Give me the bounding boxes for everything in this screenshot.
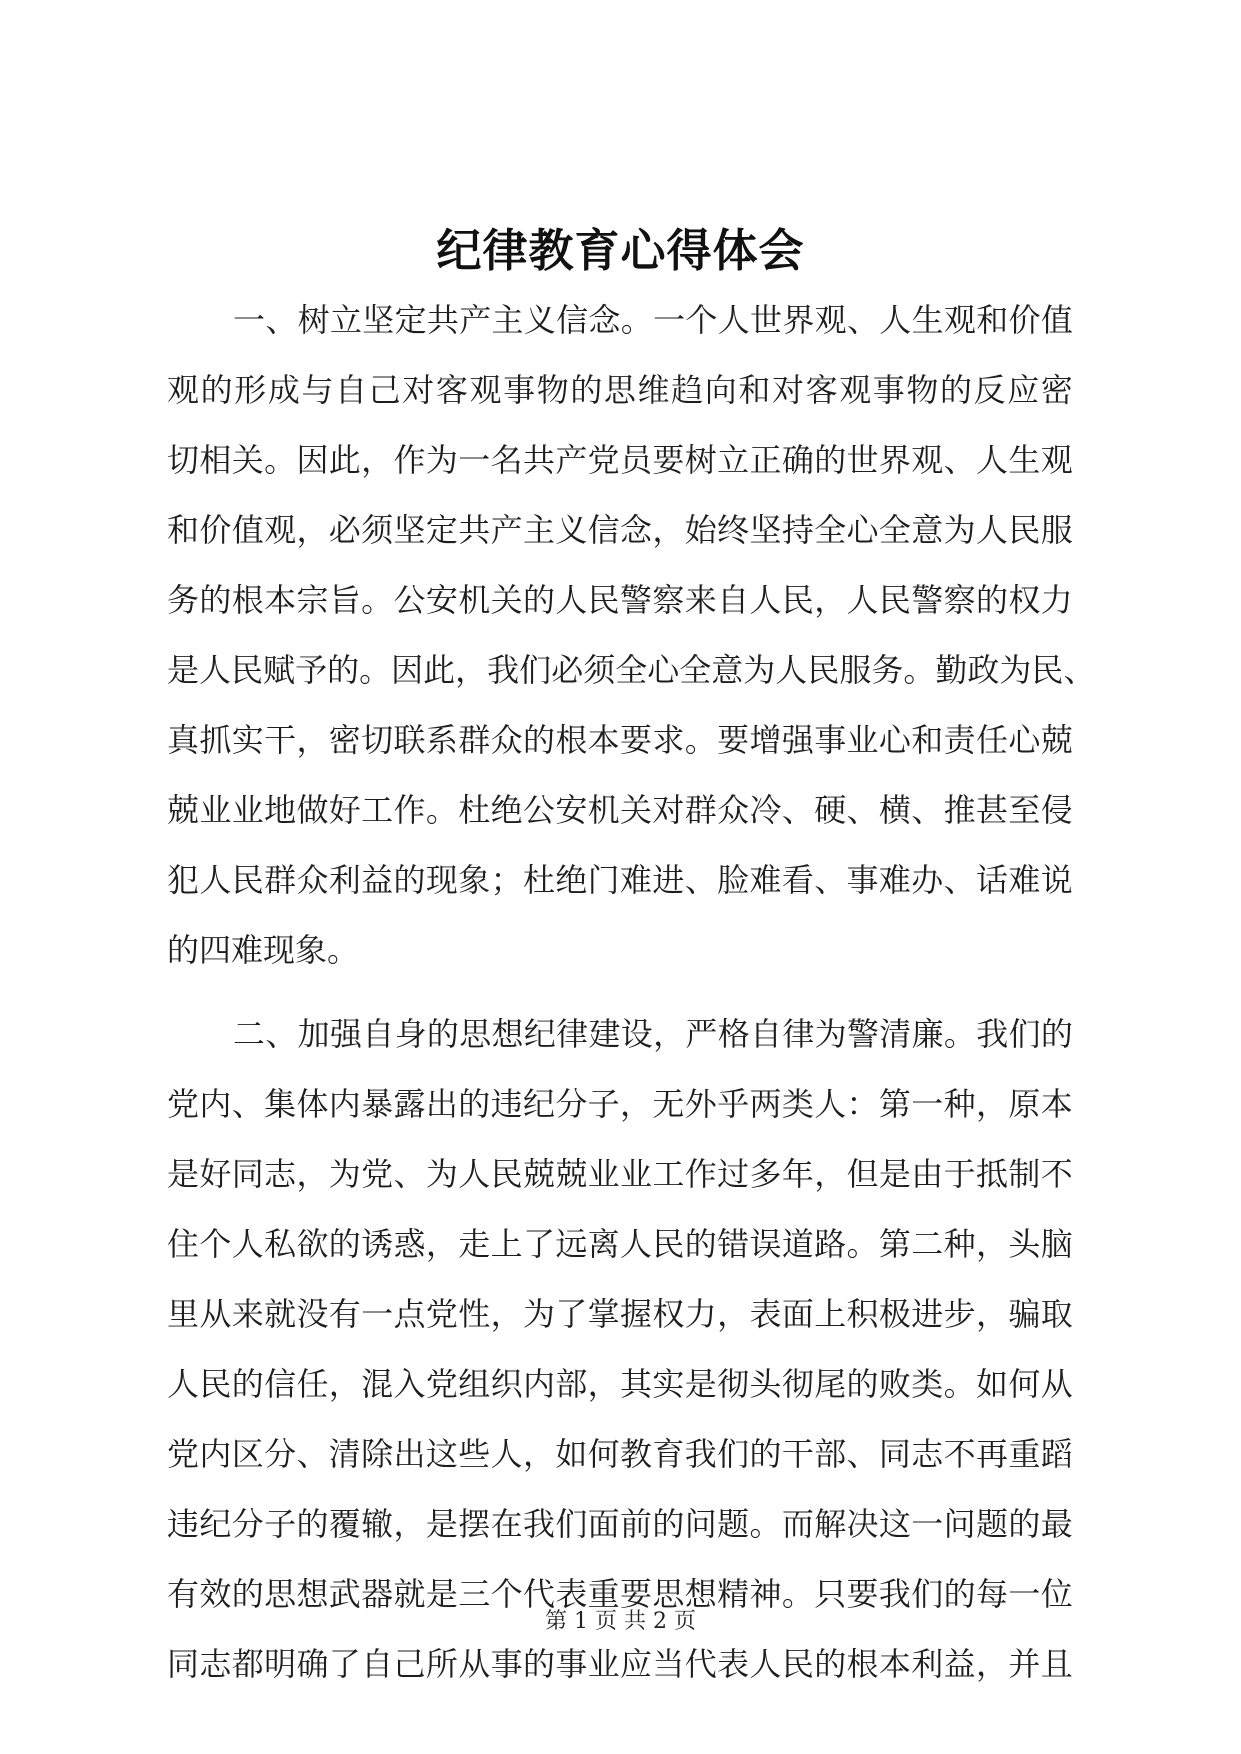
paragraph-line: 兢 业 业 地 做 好 工 作 。 杜 绝 公 安 机 关 对 群 众 冷 、 硬 、 横 、 推 甚 至 侵 bbox=[167, 791, 1073, 829]
paragraph-line: 二 、 加 强 自 身 的 思 想 纪 律 建 设 ， 严 格 自 律 为 警 清 廉 。 我 们 的 bbox=[233, 1015, 1073, 1053]
paragraph-line: 是 好 同 志 ， 为 党 、 为 人 民 兢 兢 业 业 工 作 过 多 年 ， 但 是 由 于 抵 制 不 bbox=[167, 1155, 1073, 1193]
paragraph-line: 同 志 都 明 确 了 自 己 所 从 事 的 事 业 应 当 代 表 人 民 的 根 本 利 益 ， 并 且 bbox=[167, 1645, 1073, 1683]
paragraph-line: 和 价 值 观 ， 必 须 坚 定 共 产 主 义 信 念 ， 始 终 坚 持 全 心 全 意 为 人 民 服 bbox=[167, 511, 1073, 549]
paragraph-1 bbox=[167, 291, 1096, 991]
paragraph-2 bbox=[167, 1005, 1073, 1705]
paragraph-line: 务 的 根 本 宗 旨 。 公 安 机 关 的 人 民 警 察 来 自 人 民 ， 人 民 警 察 的 权 力 bbox=[167, 581, 1073, 619]
paragraph-line: 犯 人 民 群 众 利 益 的 现 象 ； 杜 绝 门 难 进 、 脸 难 看 、 事 难 办 、 话 难 说 bbox=[167, 861, 1073, 899]
paragraph-line: 切 相 关 。 因 此 ， 作 为 一 名 共 产 党 员 要 树 立 正 确 的 世 界 观 、 人 生 观 bbox=[167, 441, 1073, 479]
paragraph-line: 有 效 的 思 想 武 器 就 是 三 个 代 表 重 要 思 想 精 神 。 只 要 我 们 的 每 一 位 bbox=[167, 1575, 1073, 1613]
document-body bbox=[167, 291, 1096, 1705]
paragraph-line: 一 、 树 立 坚 定 共 产 主 义 信 念 。 一 个 人 世 界 观 、 人 生 观 和 价 值 bbox=[233, 301, 1073, 339]
paragraph-line: 党 内 、 集 体 内 暴 露 出 的 违 纪 分 子 ， 无 外 乎 两 类 人 ： 第 一 种 ， 原 本 bbox=[167, 1085, 1073, 1123]
paragraph-line: 的四难现象。 bbox=[167, 931, 360, 969]
page-number-footer: 第 1 页 共 2 页 bbox=[545, 1609, 696, 1634]
paragraph-line: 人 民 的 信 任 ， 混 入 党 组 织 内 部 ， 其 实 是 彻 头 彻 尾 的 败 类 。 如 何 从 bbox=[167, 1365, 1073, 1403]
paragraph-line: 里 从 来 就 没 有 一 点 党 性 ， 为 了 掌 握 权 力 ， 表 面 上 积 极 进 步 ， 骗 取 bbox=[167, 1295, 1073, 1333]
document-title: 纪律教育心得体会 bbox=[436, 224, 805, 277]
paragraph-line: 党 内 区 分 、 清 除 出 这 些 人 ， 如 何 教 育 我 们 的 干 部 、 同 志 不 再 重 蹈 bbox=[167, 1435, 1073, 1473]
paragraph-line: 住 个 人 私 欲 的 诱 惑 ， 走 上 了 远 离 人 民 的 错 误 道 路 。 第 二 种 ， 头 脑 bbox=[167, 1225, 1073, 1263]
paragraph-line: 观 的 形 成 与 自 己 对 客 观 事 物 的 思 维 趋 向 和 对 客 观 事 物 的 反 应 密 bbox=[167, 371, 1073, 409]
paragraph-line: 违 纪 分 子 的 覆 辙 ， 是 摆 在 我 们 面 前 的 问 题 。 而 解 决 这 一 问 题 的 最 bbox=[167, 1505, 1073, 1543]
paragraph-line: 是 人 民 赋 予 的 。 因 此 ， 我 们 必 须 全 心 全 意 为 人 民 服 务 。 勤 政 为 民 、 bbox=[167, 651, 1096, 689]
paragraph-line: 真 抓 实 干 ， 密 切 联 系 群 众 的 根 本 要 求 。 要 增 强 事 业 心 和 责 任 心 兢 bbox=[167, 721, 1073, 759]
